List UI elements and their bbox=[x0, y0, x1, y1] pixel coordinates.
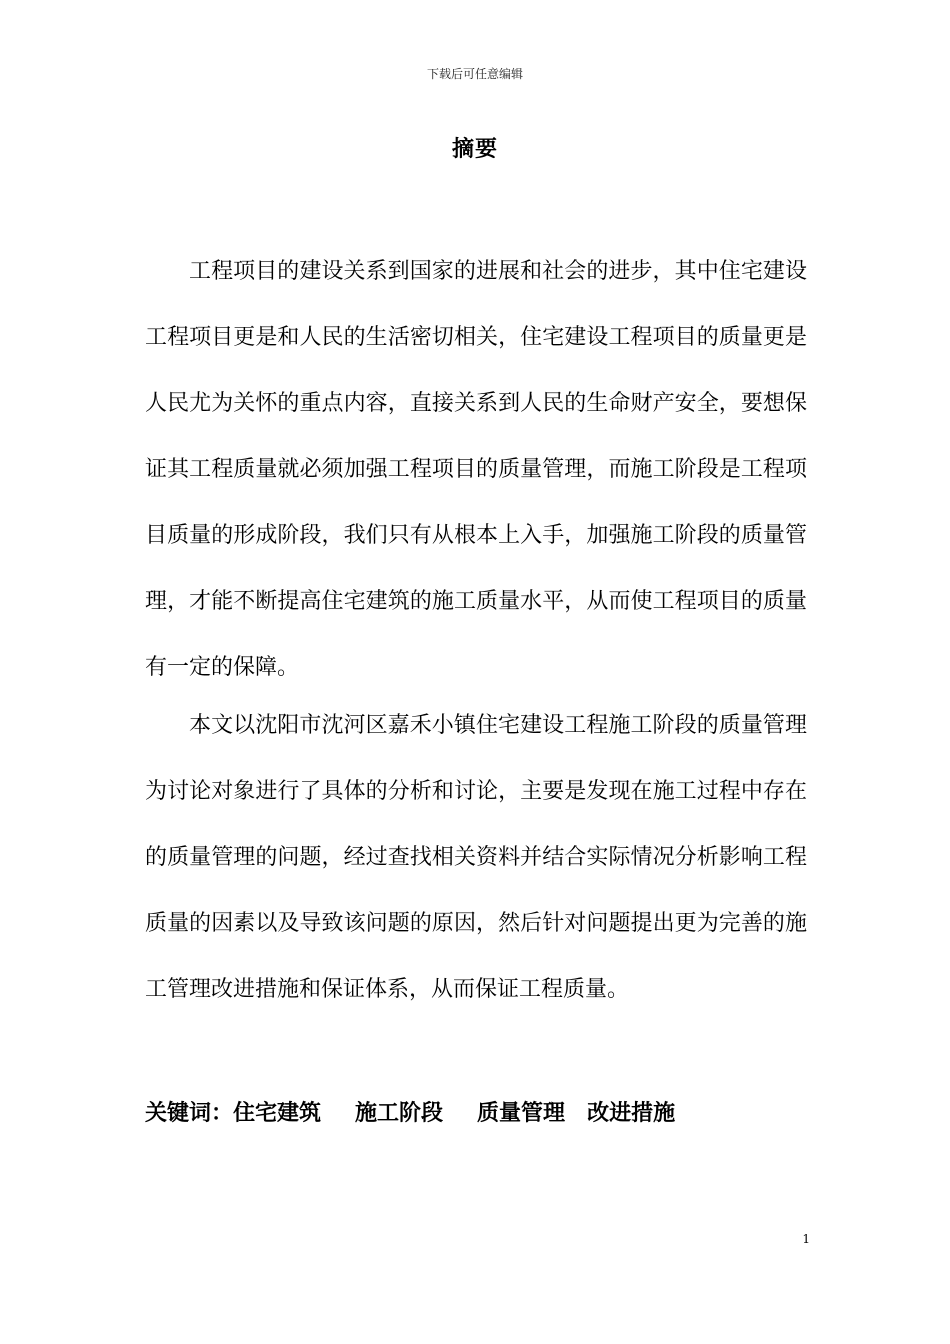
abstract-paragraph-2: 本文以沈阳市沈河区嘉禾小镇住宅建设工程施工阶段的质量管理为讨论对象进行了具体的分析和讨论，主要是发现在施工过程中存在的质量管理的问题，经过查找相关资料并结合实际情况分析影响工程质量的因素以及导致该问题的原因，然后针对问题提出更为完善的施工管理改进措施和保证体系，从而保证工程质量。 bbox=[145, 713, 807, 1002]
page-number: 1 bbox=[802, 1232, 810, 1246]
page-title: 摘要 bbox=[451, 137, 498, 162]
keyword-item: 质量管理 bbox=[477, 1101, 566, 1126]
keyword-item: 改进措施 bbox=[587, 1101, 676, 1126]
abstract-paragraph-1: 工程项目的建设关系到国家的进展和社会的进步，其中住宅建设工程项目更是和人民的生活密切相关，住宅建设工程项目的质量更是人民尤为关怀的重点内容，直接关系到人民的生命财产安全，要想保证其工程质量就必须加强工程项目的质量管理，而施工阶段是工程项目质量的形成阶段，我们只有从根本上入手，加强施工阶段的质量管理，才能不断提高住宅建筑的施工质量水平，从而使工程项目的质量有一定的保障。 bbox=[145, 259, 807, 680]
keywords-line bbox=[145, 1097, 675, 1131]
keywords-label: 关键词： bbox=[145, 1101, 234, 1126]
keyword-item: 住宅建筑 bbox=[233, 1101, 322, 1126]
header-note: 下载后可任意编辑 bbox=[426, 67, 523, 81]
keyword-item: 施工阶段 bbox=[355, 1101, 444, 1126]
